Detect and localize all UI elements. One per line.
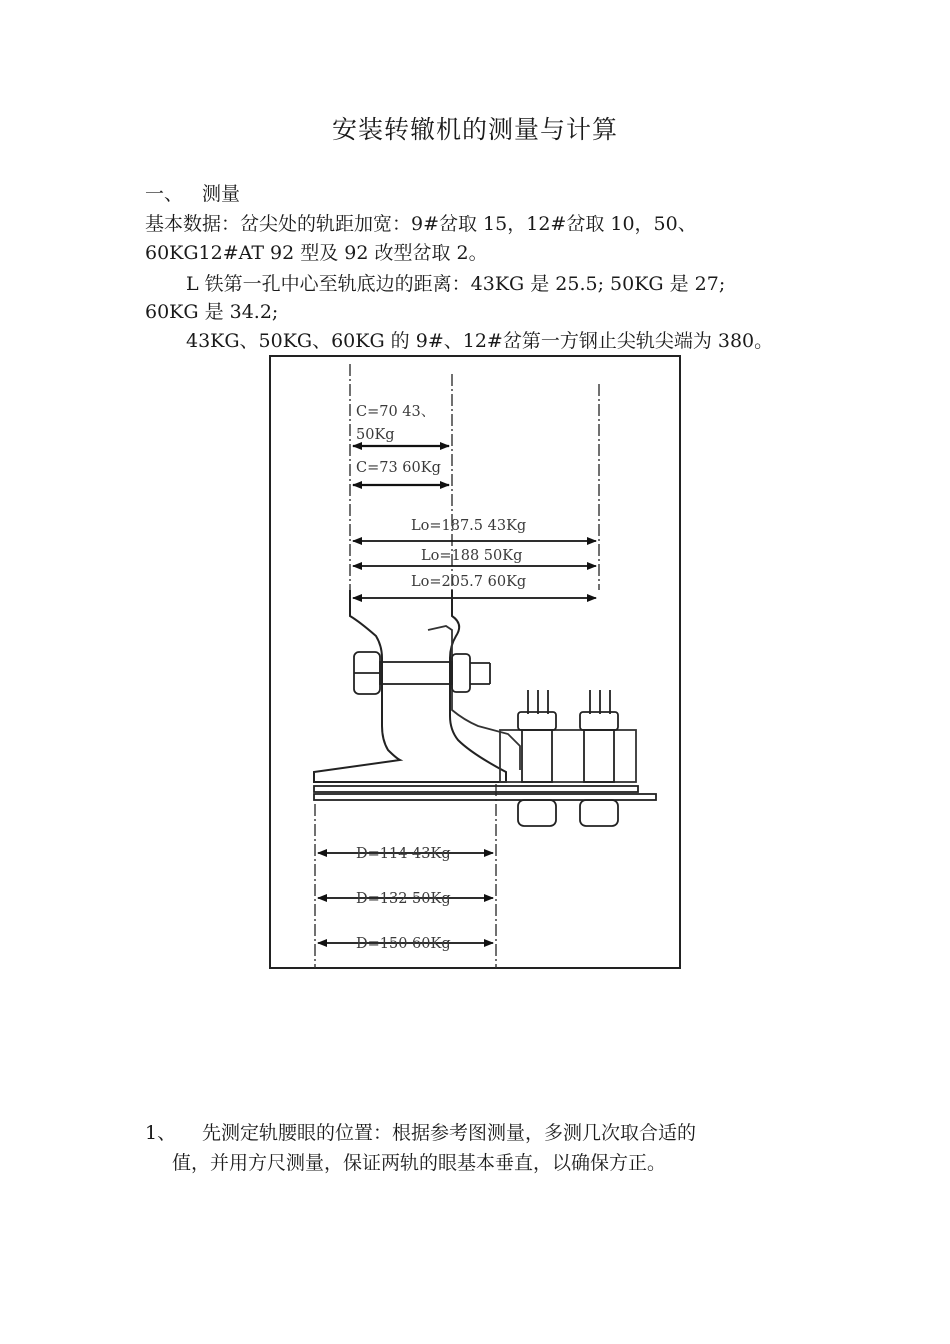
section-heading: 测量 xyxy=(202,183,241,205)
figure-frame xyxy=(270,356,680,968)
d-label-1: D=114 43Kg xyxy=(356,846,451,862)
lo-label-1: Lo=187.5 43Kg xyxy=(411,518,527,534)
d-label-2: D=132 50Kg xyxy=(356,891,451,907)
basic-data-line-1: 基本数据：岔尖处的轨距加宽：9#岔取 15，12#岔取 10，50、 xyxy=(145,213,697,235)
d-label-3: D=150 60Kg xyxy=(356,936,451,952)
basic-data-line-2: 60KG12#AT 92 型及 92 改型岔取 2。 xyxy=(145,242,488,264)
step-text-line-1: 先测定轨腰眼的位置：根据参考图测量，多测几次取合适的 xyxy=(202,1122,697,1144)
c-label-1-line-2: 50Kg xyxy=(356,427,395,443)
stop-distance-line: 43KG、50KG、60KG 的 9#、12#岔第一方钢止尖轨尖端为 380。 xyxy=(186,330,774,352)
lo-label-3: Lo=205.7 60Kg xyxy=(411,574,527,590)
liron-distance-line-2: 60KG 是 34.2; xyxy=(145,301,279,323)
lo-label-2: Lo=188 50Kg xyxy=(421,548,523,564)
page-title: 安装转辙机的测量与计算 xyxy=(331,115,618,144)
liron-distance-line-1: L 铁第一孔中心至轨底边的距离：43KG 是 25.5; 50KG 是 27; xyxy=(186,273,726,295)
section-heading-number: 一、 xyxy=(145,183,184,205)
rail-measurement-diagram xyxy=(268,354,684,970)
step-text-line-2: 值，并用方尺测量，保证两轨的眼基本垂直，以确保方正。 xyxy=(172,1152,667,1174)
c-label-1-line-1: C=70 43、 xyxy=(356,404,436,420)
step-number: 1、 xyxy=(145,1122,177,1144)
c-label-2: C=73 60Kg xyxy=(356,460,441,476)
